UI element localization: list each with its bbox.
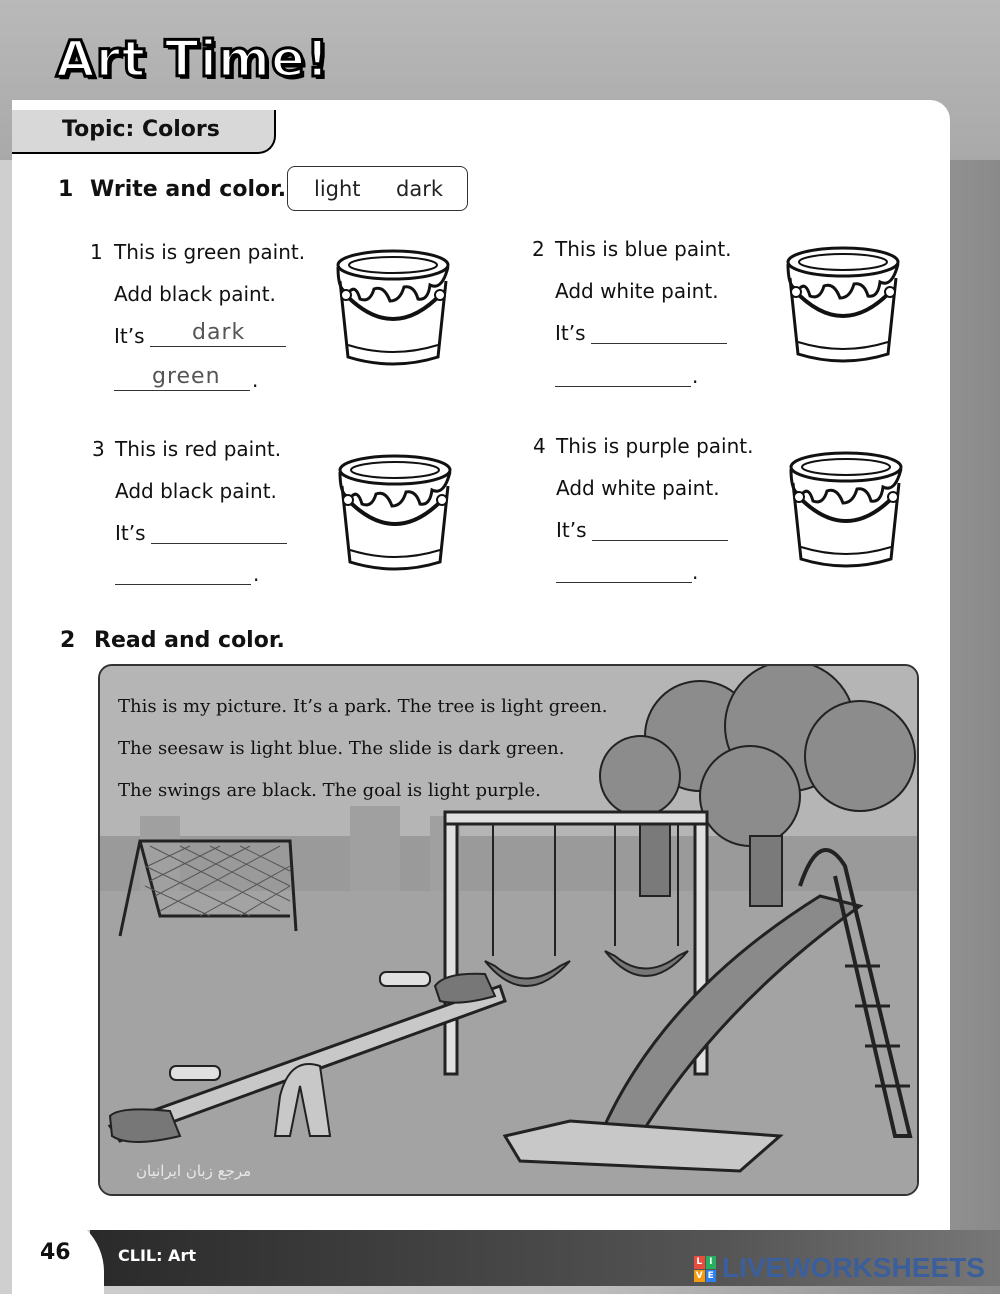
item-2-line1: This is blue paint. <box>555 237 732 261</box>
item-3-period: . <box>253 562 260 586</box>
item-3-line2: Add black paint. <box>115 479 277 503</box>
item-1-its: It’s <box>114 324 145 348</box>
story-line-3: The swings are black. The goal is light purple. <box>118 780 541 801</box>
item-1-line2: Add black paint. <box>114 282 276 306</box>
item-3-blank-1[interactable] <box>151 515 287 544</box>
item-1-answer-1: dark <box>192 320 246 345</box>
page-number: 46 <box>40 1240 71 1265</box>
item-3-line1: This is red paint. <box>115 437 282 461</box>
item-1-line1: This is green paint. <box>114 240 306 264</box>
item-2-blank-1[interactable] <box>591 315 727 344</box>
section-2-title: Read and color. <box>94 628 285 653</box>
item-2-its: It’s <box>555 321 586 345</box>
item-1-answer-2: green <box>152 364 221 389</box>
item-2-line2: Add white paint. <box>555 279 719 303</box>
liveworksheets-brand[interactable]: LIVEWORKSHEETS <box>722 1252 985 1283</box>
liveworksheets-logo-icon <box>694 1256 716 1282</box>
logo-letter-v: V <box>695 1270 703 1281</box>
logo-letter-l: L <box>694 1256 705 1269</box>
item-2-blank-2[interactable] <box>555 358 691 387</box>
logo-letter-i: I <box>706 1256 717 1269</box>
section-1-title: Write and color. <box>90 177 287 202</box>
item-4-period: . <box>692 560 699 584</box>
item-4-number: 4 <box>533 434 546 458</box>
item-4-its: It’s <box>556 518 587 542</box>
item-4-line2: Add white paint. <box>556 476 720 500</box>
paint-bucket-icon <box>780 242 906 368</box>
item-4-line1: This is purple paint. <box>556 434 754 458</box>
item-1-number: 1 <box>90 240 103 264</box>
page-title: Art Time! <box>56 30 330 88</box>
item-3-number: 3 <box>92 437 105 461</box>
logo-letter-e: E <box>706 1270 717 1283</box>
item-2-period: . <box>692 364 699 388</box>
watermark-text: مرجع زبان ایرانیان <box>136 1162 252 1180</box>
story-line-1: This is my picture. It’s a park. The tree is light green. <box>118 696 608 717</box>
word-bank <box>287 166 468 211</box>
story-line-2: The seesaw is light blue. The slide is dark green. <box>118 738 565 759</box>
item-4-blank-2[interactable] <box>556 554 692 583</box>
paint-bucket-icon <box>783 447 909 573</box>
word-bank-dark: dark <box>396 177 443 201</box>
item-1-period: . <box>252 368 259 392</box>
item-2-number: 2 <box>532 237 545 261</box>
topic-label: Topic: Colors <box>62 117 220 142</box>
word-bank-light: light <box>314 177 361 201</box>
clil-label: CLIL: Art <box>118 1246 196 1265</box>
item-3-its: It’s <box>115 521 146 545</box>
item-3-blank-2[interactable] <box>115 556 251 585</box>
item-4-blank-1[interactable] <box>592 512 728 541</box>
paint-bucket-icon <box>332 450 458 576</box>
section-1-number: 1 <box>58 177 74 202</box>
park-picture[interactable] <box>98 664 919 1196</box>
section-2-number: 2 <box>60 628 76 653</box>
paint-bucket-icon <box>330 245 456 371</box>
